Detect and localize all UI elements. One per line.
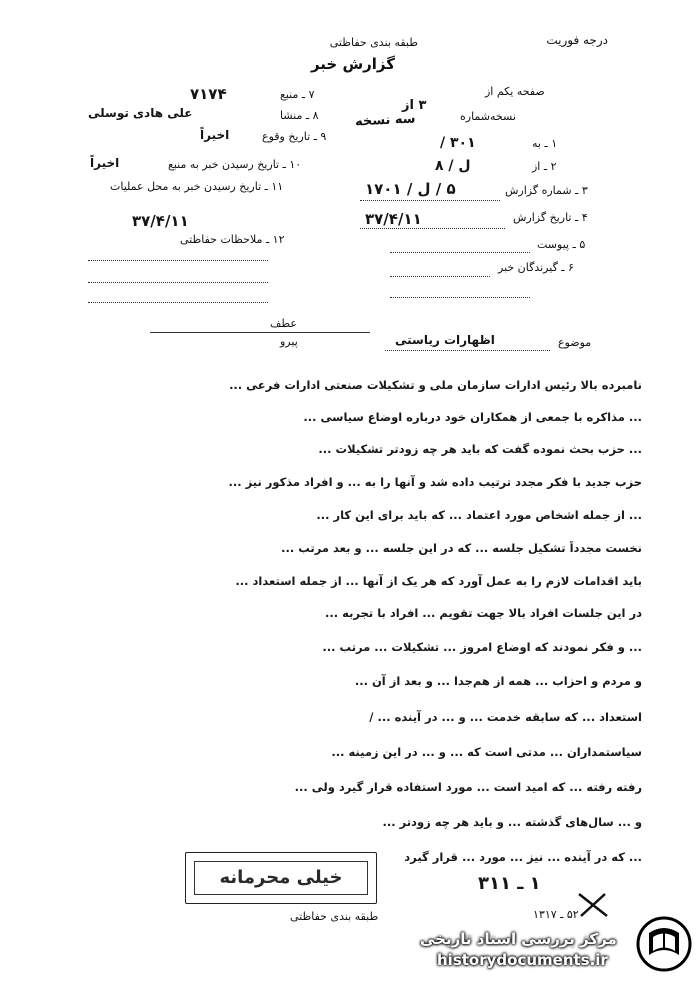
classification-top: طبقه بندی حفاظتی	[329, 36, 418, 49]
watermark-org: مرکز بررسی اسناد تاریخی	[420, 930, 617, 948]
body-line: نامبرده بالا رئیس ادارات سازمان ملی و تشکیلات صنعتی ادارات فرعی ...	[229, 378, 642, 392]
subject-label: موضوع	[558, 336, 592, 349]
body-line: ... از جمله اشخاص مورد اعتماد ... که باید برای این کار ...	[316, 508, 642, 522]
body-line: رفته رفته ... که امید است ... مورد استفاده قرار گیرد ولی ...	[294, 780, 642, 794]
f8-label: ۸ ـ منشا	[280, 109, 319, 122]
f7-label: ۷ ـ منبع	[280, 88, 315, 101]
body-line: ... که در آینده ... نیز ... مورد ... قرار گیرد	[404, 850, 642, 864]
body-line: باید اقدامات لازم را به عمل آورد که هر یک از آنها ... از جمله استعداد ...	[235, 574, 642, 588]
document-title: گزارش خبر	[310, 55, 395, 73]
body-line: ... و فکر نمودند که اوضاع امروز ... تشکیلات ... مرتب ...	[322, 640, 642, 654]
f12-label: ۱۲ ـ ملاحظات حفاظتی	[180, 233, 285, 246]
body-line: حزب جدید با فکر مجدد ترتیب داده شد و آنها را به ... و افراد مذکور نیز ...	[228, 475, 642, 489]
peyro-label: پیرو	[280, 335, 298, 348]
f10-value: اخیراً	[90, 156, 120, 170]
body-line: ... مذاکره با جمعی از همکاران خود درباره اوضاع سیاسی ...	[303, 410, 642, 424]
classification-bottom: طبقه بندی حفاظتی	[290, 910, 379, 923]
ref-number: ۵۲ ـ ۱۳۱۷	[533, 908, 579, 921]
f8-value: علی هادی توسلی	[88, 106, 193, 120]
urgency-label: درجه فوریت	[546, 33, 608, 47]
item6-label: ۶ ـ گیرندگان خبر	[498, 261, 574, 274]
f9-label: ۹ ـ تاریخ وقوع	[262, 130, 327, 143]
item3-label: ۳ ـ شماره گزارش	[505, 184, 588, 197]
item2-value: ل / ۸	[435, 158, 471, 174]
cross-mark-icon	[575, 890, 611, 920]
item5-label: ۵ ـ پیوست	[537, 238, 586, 251]
f7-value: ۷۱۷۴	[190, 85, 227, 103]
f11-label: ۱۱ ـ تاریخ رسیدن خبر به محل عملیات	[110, 180, 284, 193]
ref-handwritten: ۱ ـ ۳۱۱	[478, 873, 541, 894]
f10-label: ۱۰ ـ تاریخ رسیدن خبر به منبع	[168, 158, 302, 171]
body-line: ... حزب بحث نموده گفت که باید هر چه زودتر تشکیلات ...	[318, 442, 642, 456]
item4-value: ۳۷/۴/۱۱	[365, 210, 422, 228]
body-line: و مردم و احزاب ... همه از هم‌جدا ... و بعد از آن ...	[354, 674, 642, 688]
body-line: در این جلسات افراد بالا جهت تقویم ... افراد با تجربه ...	[325, 606, 642, 620]
body-line: نخست مجدداً تشکیل جلسه ... که در این جلسه ... و بعد مرتب ...	[281, 541, 642, 555]
body-line: استعداد ... که سابقه خدمت ... و ... در آینده ... /	[369, 710, 642, 724]
classification-stamp	[185, 852, 377, 904]
item2-label: ۲ ـ از	[532, 160, 557, 173]
item1-value: ۳۰۱ /	[440, 135, 476, 151]
copy-handwritten: سه نسخه	[354, 111, 416, 130]
watermark-site: historydocuments.ir	[437, 951, 608, 969]
copy-no-value: ۳ از	[402, 98, 427, 113]
page-label: صفحه یکم از	[485, 85, 545, 98]
item1-label: ۱ ـ به	[532, 137, 558, 150]
atf-label: عطف	[270, 317, 297, 330]
f11-value: ۳۷/۴/۱۱	[132, 212, 189, 230]
archive-logo-icon	[635, 915, 693, 973]
subject-value: اظهارات ریاستی	[395, 333, 495, 347]
copy-no-label: نسخه‌شماره	[460, 110, 516, 123]
f9-value: اخیراً	[200, 128, 230, 142]
stamp-text: خیلی محرمانه	[219, 867, 343, 888]
body-line: سیاستمداران ... مدتی است که ... و ... در این زمینه ...	[331, 745, 642, 759]
item4-label: ۴ ـ تاریخ گزارش	[513, 211, 588, 224]
item3-value: ۵ / ل / ۱۷۰۱	[365, 180, 456, 198]
body-line: و ... سال‌های گذشته ... و باید هر چه زودتر ...	[382, 815, 642, 829]
